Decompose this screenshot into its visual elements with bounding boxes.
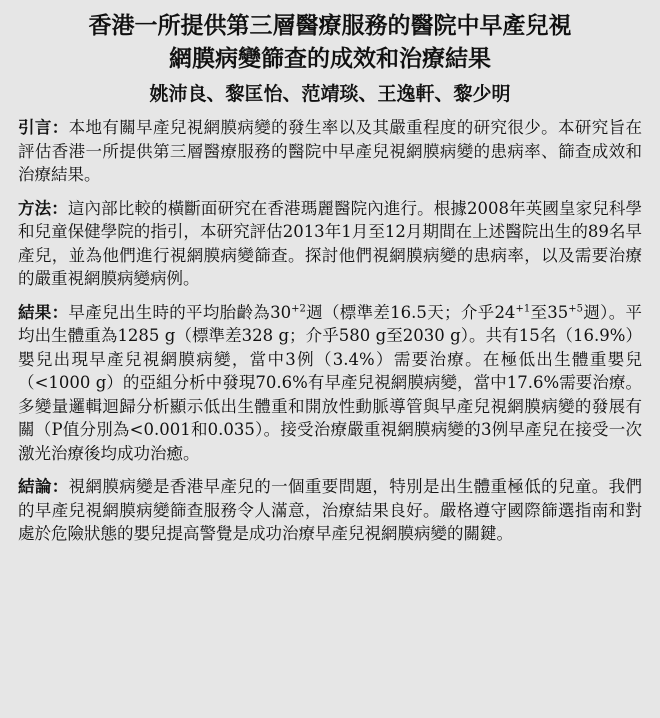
conclusion-label: 結論： <box>18 477 69 496</box>
results-label: 結果： <box>18 302 69 322</box>
results-text-1: 早產兒出生時的平均胎齡為30 <box>68 302 292 322</box>
methods-section <box>18 197 642 291</box>
conclusion-text: 視網膜病變是香港早產兒的一個重要問題，特別是出生體重極低的兒童。我們的早產兒視網膜病變篩查服務令人滿意，治療結果良好。嚴格遵守國際篩選指南和對處於危險狀態的嬰兒提高警覺是成功治療早產兒視網膜病變的關鍵。 <box>18 477 642 543</box>
methods-label: 方法： <box>18 198 68 218</box>
article-title <box>18 10 642 76</box>
results-text-3: 至35 <box>530 302 569 322</box>
results-text-2: 週（標準差16.5天；介乎24 <box>305 302 516 322</box>
results-sup-2: +1 <box>515 303 531 314</box>
results-text-4: 週）。平均出生體重為1285 g（標準差328 g；介乎580 g至2030 g）。共有15名（16.9%）嬰兒出現早產兒視網膜病變，當中3例（3.4%）需要治療。在極低出生體重嬰兒（<1000 g）的亞組分析中發現70.6%有早產兒視網膜病變，當中17.6%需要治療。多變量邏輯迴歸分析顯示低出生體重和開放性動脈導管與早產兒視網膜病變的發展有關（P值分別為<0.001和0.035）。接受治療嚴重視網膜病變的3例早產兒在接受一次激光治療後均成功治癒。 <box>18 302 643 463</box>
title-line-2: 網膜病變篩查的成效和治療結果 <box>169 46 491 72</box>
results-sup-3: +5 <box>568 303 584 314</box>
methods-text: 這內部比較的橫斷面研究在香港瑪麗醫院內進行。根據2008年英國皇家兒科學和兒童保健學院的指引，本研究評估2013年1月至12月期間在上述醫院出生的89名早產兒，並為他們進行視網膜病變篩查。探討他們視網膜病變的患病率，以及需要治療的嚴重視網膜病變病例。 <box>18 198 642 288</box>
author-list: 姚沛良、黎匡怡、范靖琰、王逸軒、黎少明 <box>149 83 511 105</box>
intro-section <box>18 116 642 187</box>
results-sup-1: +2 <box>291 303 306 314</box>
results-section <box>18 301 642 466</box>
intro-text: 本地有關早產兒視網膜病變的發生率以及其嚴重程度的研究很少。本研究旨在評估香港一所提供第三層醫療服務的醫院中早產兒視網膜病變的患病率、篩查成效和治療結果。 <box>18 118 642 184</box>
title-line-1: 香港一所提供第三層醫療服務的醫院中早產兒視 <box>88 13 572 39</box>
intro-label: 引言： <box>18 118 69 137</box>
conclusion-section <box>18 475 642 546</box>
